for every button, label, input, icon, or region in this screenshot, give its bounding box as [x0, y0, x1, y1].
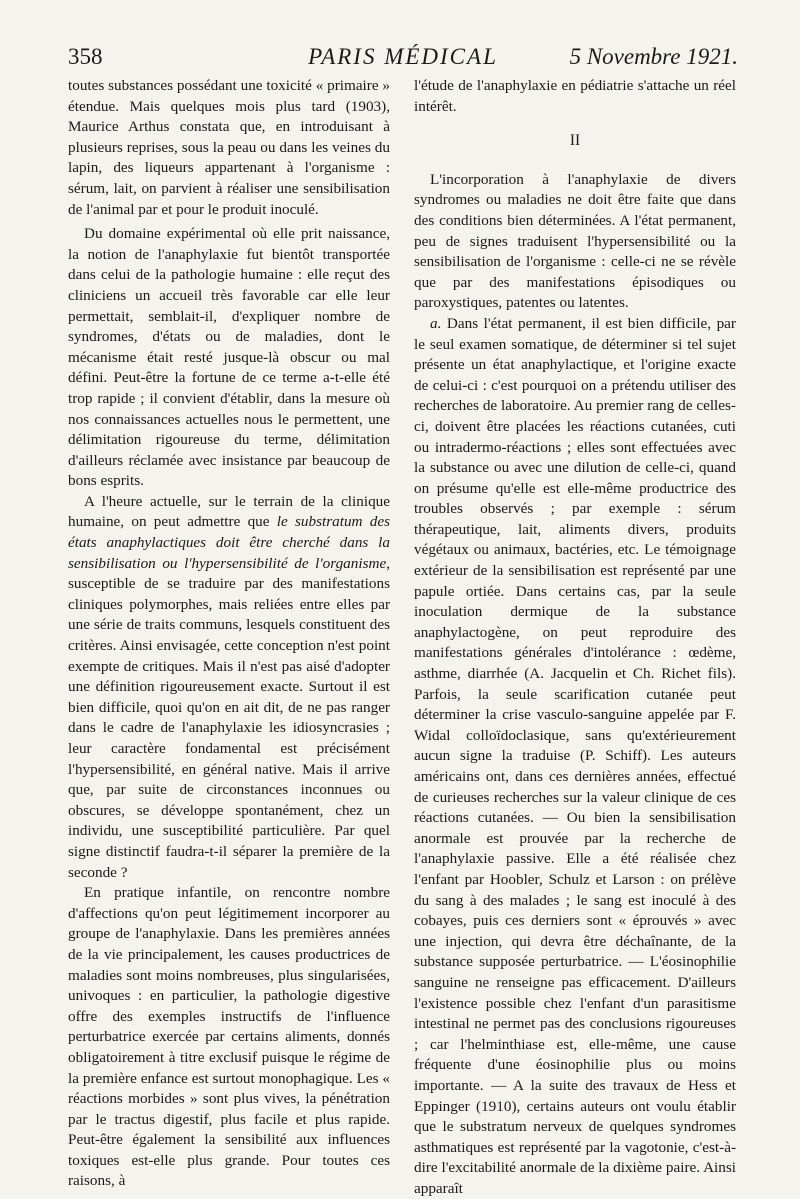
journal-title: PARIS MÉDICAL — [308, 44, 498, 69]
paragraph: l'étude de l'anaphylaxie en pédiatrie s'attache un réel intérêt. — [414, 77, 736, 115]
paragraph — [68, 492, 390, 883]
paragraph — [414, 314, 736, 1199]
left-column — [68, 76, 390, 1192]
emphasis-text: le substratum des états anaphylactiques doit être cherché dans la sensibilisation ou l'hypersensibilité de l'organisme — [68, 513, 391, 572]
paragraph-text: , susceptible de se traduire par des manifestations cliniques polymorphes, mais reliées entre elles par une série de traits communs, lesquels constituent des critères. Ainsi envisagée, cette conception n'est point exempte de critiques. Mais il n'est pas aisé d'adopter une définition rigoureusement exacte. Surtout il est bien difficile, quoi qu'on en ait dit, de ne pas ranger dans le cadre de l'anaphylaxie les idiosyncrasies ; leur caractère fondamental est précisément l'hypersensibilité, en général native. Mais il arrive que, par suite de circonstances inconnues ou obscures, se développe spontanément, chez un individu, une susceptibilité particulière. Par quel signe distinctif faudra-t-il séparer la première de la seconde ? — [68, 554, 390, 881]
paragraph-text: Dans l'état permanent, il est bien difficile, par le seul examen somatique, de déterminer si tel sujet présente un état anaphylactique, et l'origine exacte de celui-ci : c'est pourquoi on a prétendu utiliser des recherches de laboratoire. Au premier rang de celles-ci, doivent être placées les réactions cutanées, cuti ou intradermo-réactions ; elles sont effectuées avec la substance ou avec une dilution de celle-ci, quand on présume qu'elle est elle-même productrice des troubles observés ; par exemple : sérum thérapeutique, lait, aliments divers, produits végétaux ou animaux, bactéries, etc. Le témoignage extérieur de la sensibilisation est représenté par une papule ortiée. Dans certains cas, par la seule inoculation dermique de la substance anaphylactogène, on peut reproduire des manifestations générales d'intolérance : œdème, asthme, diarrhée (A. Jacquelin et Ch. Richet fils). Parfois, la seule scarification cutanée peut déterminer la crise vasculo-sanguine appelée par F. Widal colloïdoclasique, sans qu'extérieurement aucun signe la traduise (P. Schiff). Les auteurs américains ont, dans ces dernières années, effectué de curieuses recherches sur la valeur clinique de ces réactions cutanées. — Ou bien la sensibilisation anormale est prouvée par la recherche de l'anaphylaxie passive. Elle a été réalisée chez l'enfant par Hoobler, Schulz et Larson : on prélève du sang à des malades ; le sang est inoculé à des cobayes, puis ces derniers sont « éprouvés » avec une injection, qui devra être déchaînante, de la substance supposée perturbatrice. — L'éosinophilie sanguine ne renseigne pas efficacement. D'ailleurs l'existence possible chez l'enfant d'un parasitisme intestinal ne permet pas des conclusions rigoureuses ; car l'helminthiase est, elle-même, une cause fréquente d'une éosinophilie plus ou moins importante. — A la suite des travaux de Hess et Eppinger (1910), certains auteurs ont voulu établir que le substratum nerveux de quelques syndromes asthmatiques est représenté par la vagotonie, c'est-à-dire l'excitabilité anormale de la dixième paire. Ainsi apparaît — [414, 314, 736, 1197]
paragraph-text: A l'heure actuelle, sur le terrain de la clinique humaine, on peut admettre que — [68, 492, 390, 531]
page-number: 358 — [68, 44, 103, 69]
paragraph: toutes substances possédant une toxicité « primaire » étendue. Mais quelques mois plus tard (1903), Maurice Arthus constata que, en introduisant à plusieurs reprises, sous la peau ou dans les veines du lapin, des liqueurs appartenant à l'organisme : sérum, lait, on parvient à réaliser une sensibilisation de l'animal par et pour le produit inoculé. — [68, 77, 390, 218]
paragraph: Du domaine expérimental où elle prit naissance, la notion de l'anaphylaxie fut bientôt transportée dans celui de la pathologie humaine : elle reçut des cliniciens un accueil très favorable car elle leur permettait, semblait-il, d'expliquer nombre de syndromes, d'états ou de maladies, dont le mécanisme était resté jusque-là obscur ou mal défini. Peut-être la fortune de ce terme a-t-elle été trop rapide ; il convient d'établir, dans la mesure où nos connaissances actuelles nous le permettent, une délimitation rigoureuse du terme, délimitation d'ailleurs réclamée avec insistance par beaucoup de bons esprits. — [68, 225, 390, 490]
issue-date: 5 Novembre 1921. — [569, 44, 738, 69]
paragraph: L'incorporation à l'anaphylaxie de divers syndromes ou maladies ne doit être faite que dans des conditions bien déterminées. A l'état permanent, peu de signes traduisent l'hypersensibilité ou la sensibilisation de l'organisme : celle-ci ne se révèle que par des manifestations épisodiques ou paroxystiques, patentes ou latentes. — [414, 170, 736, 312]
list-label: a. — [430, 314, 442, 332]
paragraph: En pratique infantile, on rencontre nombre d'affections qu'on peut légitimement incorporer au groupe de l'anaphylaxie. Dans les premières années de la vie principalement, les causes productrices de maladies sont moins nombreuses, plus singularisées, univoques : en particulier, la pathologie digestive offre des exemples instructifs de l'influence perturbatrice exercée par certains aliments, donnés obligatoirement à titre exclusif puisque le régime de la première enfance est surtout monophagique. Les « réactions morbides » sont plus vives, la pénétration par le tractus digestif, plus facile et plus rapide. Peut-être également la sensibilité aux influences toxiques est-elle plus grande. Pour toutes ces raisons, à — [68, 884, 390, 1190]
page-header — [68, 40, 738, 74]
right-column — [414, 76, 736, 1199]
section-heading: II — [569, 132, 581, 150]
